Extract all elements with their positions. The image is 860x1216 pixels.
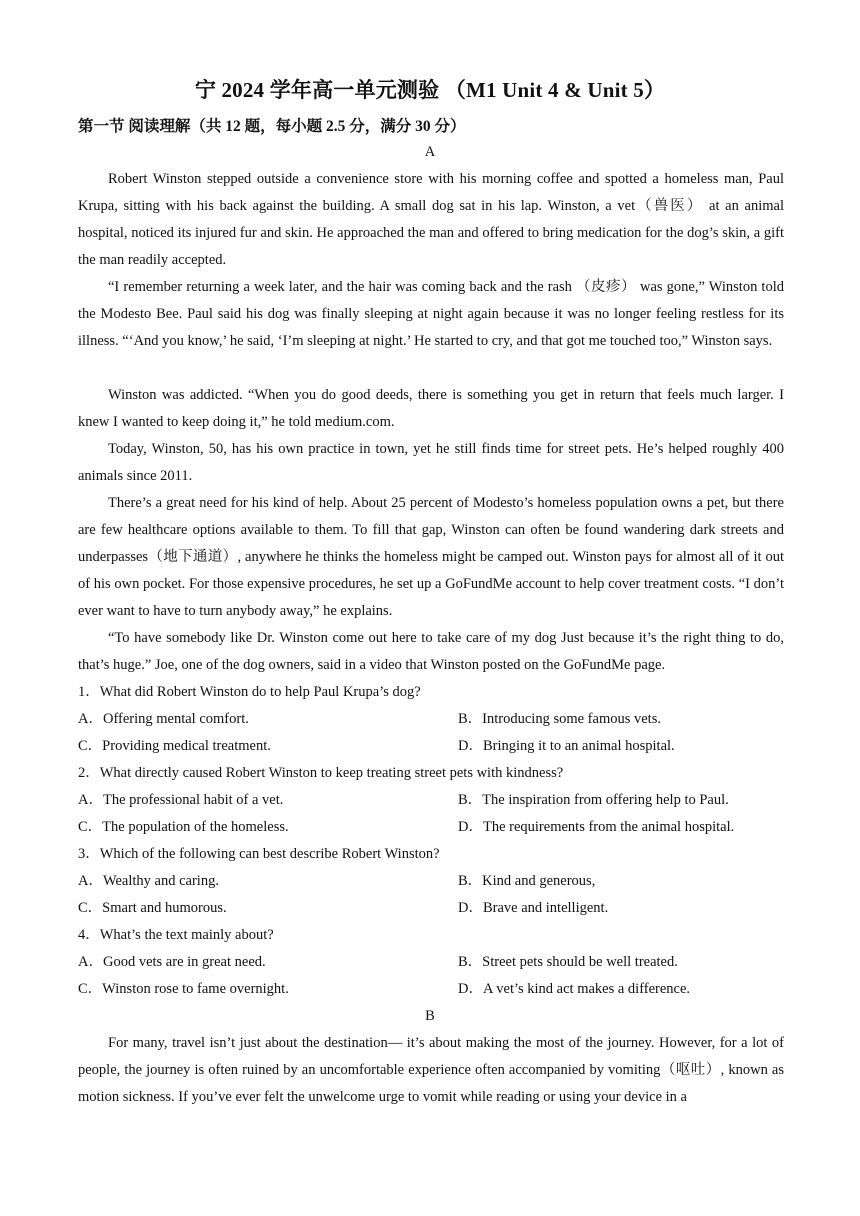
question-4-option-b[interactable]: B．Street pets should be well treated.: [458, 954, 678, 970]
passage-a-paragraph-2: “I remember returning a week later, and the hair was coming back and the rash （皮疹） was gone,” Winston told the Modesto Bee. Paul said his dog was finally sleeping at night again because it was no longer feeling restless for its illness. “‘And you know,’ he said, ‘I’m sleeping at night.’ He started to cry, and that got me touched too,” Winston says.: [78, 279, 784, 349]
passage-a-paragraph-4: Today, Winston, 50, has his own practice in town, yet he still finds time for street pets. He’s helped roughly 400 animals since 2011.: [78, 441, 784, 484]
question-2-option-c[interactable]: C．The population of the homeless.: [78, 819, 289, 835]
question-2-option-a[interactable]: A．The professional habit of a vet.: [78, 792, 284, 808]
question-3-stem: 3．Which of the following can best describe Robert Winston?: [78, 846, 440, 862]
passage-a-paragraph-5: There’s a great need for his kind of help. About 25 percent of Modesto’s homeless population owns a pet, but there are few healthcare options available to them. To fill that gap, Winston can often be found wandering dark streets and underpasses（地下通道）, anywhere he thinks the homeless might be camped out. Winston pays for almost all of it out of his own pocket. For those expensive procedures, he set up a GoFundMe account to help cover treatment costs. “I don’t ever want to have to turn anybody away,” he explains.: [78, 495, 784, 619]
question-1-option-c[interactable]: C．Providing medical treatment.: [78, 738, 271, 754]
question-4-option-a[interactable]: A．Good vets are in great need.: [78, 954, 266, 970]
question-4-option-c[interactable]: C．Winston rose to fame overnight.: [78, 981, 289, 997]
question-1-stem: 1．What did Robert Winston do to help Paul Krupa’s dog?: [78, 684, 421, 700]
question-2-stem: 2．What directly caused Robert Winston to keep treating street pets with kindness?: [78, 765, 564, 781]
question-4-stem: 4．What’s the text mainly about?: [78, 927, 274, 943]
question-1-option-d[interactable]: D．Bringing it to an animal hospital.: [458, 738, 675, 754]
question-2-option-b[interactable]: B．The inspiration from offering help to Paul.: [458, 792, 729, 808]
passage-a-paragraph-3: Winston was addicted. “When you do good deeds, there is something you get in return that feels much larger. I knew I wanted to keep doing it,” he told medium.com.: [78, 387, 784, 430]
passage-a-letter: A: [424, 144, 436, 160]
exam-title: 宁 2024 学年高一单元测验 （M1 Unit 4 & Unit 5）: [194, 78, 666, 102]
passage-a-paragraph-1: Robert Winston stepped outside a convenience store with his morning coffee and spotted a homeless man, Paul Krupa, sitting with his back against the building. A small dog sat in his lap. Winston, a vet（兽医） at an animal hospital, noticed its injured fur and skin. He approached the man and offered to bring medication for the dog’s skin, a gift the man readily accepted.: [78, 171, 784, 268]
question-2-option-d[interactable]: D．The requirements from the animal hospital.: [458, 819, 735, 835]
question-1-option-a[interactable]: A．Offering mental comfort.: [78, 711, 249, 727]
question-4-option-d[interactable]: D．A vet’s kind act makes a difference.: [458, 981, 691, 997]
question-3-option-b[interactable]: B．Kind and generous,: [458, 873, 596, 889]
section-heading: 第一节 阅读理解（共 12 题，每小题 2.5 分，满分 30 分）: [78, 118, 466, 135]
passage-b-letter: B: [425, 1008, 435, 1024]
question-3-option-d[interactable]: D．Brave and intelligent.: [458, 900, 609, 916]
passage-a-paragraph-6: “To have somebody like Dr. Winston come out here to take care of my dog Just because it’s the right thing to do, that’s huge.” Joe, one of the dog owners, said in a video that Winston posted on the GoFundMe page.: [78, 630, 784, 673]
question-3-option-a[interactable]: A．Wealthy and caring.: [78, 873, 219, 889]
question-3-option-c[interactable]: C．Smart and humorous.: [78, 900, 227, 916]
passage-b-paragraph-1: For many, travel isn’t just about the destination— it’s about making the most of the journey. However, for a lot of people, the journey is often ruined by an uncomfortable experience often accompanied by vomiting（呕吐）, known as motion sickness. If you’ve ever felt the unwelcome urge to vomit while reading or using your device in a: [78, 1035, 784, 1105]
question-1-option-b[interactable]: B．Introducing some famous vets.: [458, 711, 661, 727]
